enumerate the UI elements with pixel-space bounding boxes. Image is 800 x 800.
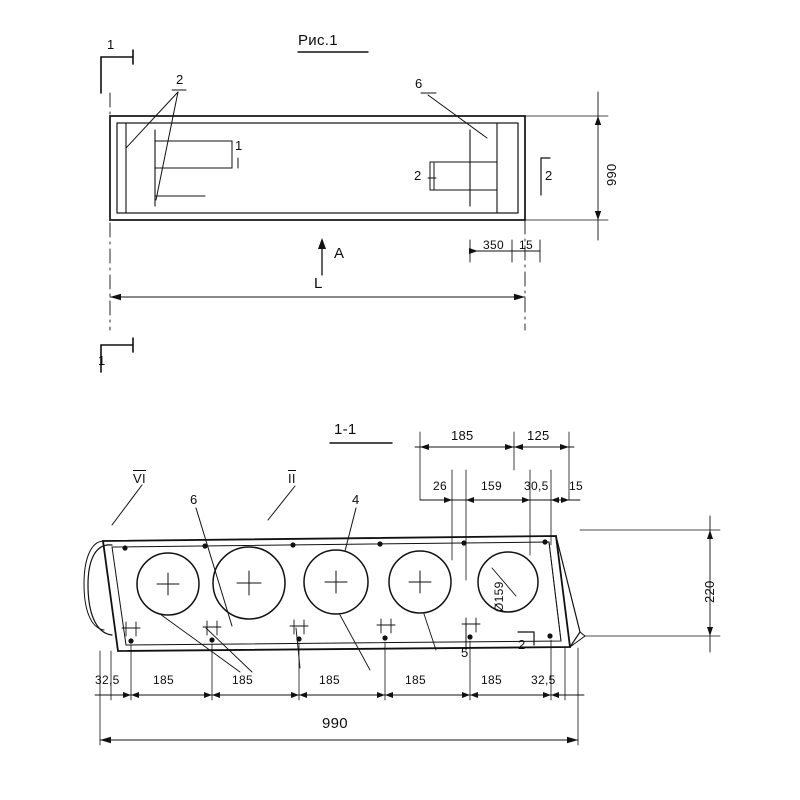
callout-VI: VI [133, 471, 146, 486]
callout-6-section: 6 [190, 492, 198, 507]
dimension-30-5: 30,5 [524, 479, 549, 493]
callout-2-top: 2 [176, 72, 184, 87]
dimension-total-990: 990 [322, 715, 348, 732]
section-mark-top-left: 1 [107, 37, 115, 52]
dimension-159: 159 [481, 479, 502, 493]
section-mark-bottom-left: 1 [98, 353, 106, 368]
callout-1-middle: 1 [235, 138, 243, 153]
callout-2-inner-left: 2 [414, 168, 422, 183]
dimension-bottom-6: 185 [481, 673, 502, 687]
page-title: Рис.1 [298, 32, 338, 49]
dimension-bottom-2: 185 [153, 673, 174, 687]
dimension-bottom-1: 32,5 [95, 673, 120, 687]
dimension-15-plan: 15 [519, 238, 533, 252]
dimension-15-section: 15 [569, 479, 583, 493]
dimension-185-top: 185 [451, 428, 474, 443]
callout-II: II [288, 471, 296, 486]
section-title: 1-1 [334, 421, 357, 438]
dimension-bottom-3: 185 [232, 673, 253, 687]
callout-2-inner-right: 2 [545, 168, 553, 183]
dimension-length-L: L [314, 275, 323, 292]
dimension-bottom-4: 185 [319, 673, 340, 687]
callout-6-top-right: 6 [415, 76, 423, 91]
dimension-bottom-5: 185 [405, 673, 426, 687]
view-arrow-label-a: A [334, 245, 345, 262]
dimension-26: 26 [433, 479, 447, 493]
callout-2-section: 2 [518, 637, 526, 652]
dimension-125: 125 [527, 428, 550, 443]
dimension-220: 220 [702, 580, 717, 603]
dimension-height-990: 990 [604, 163, 619, 186]
dimension-bottom-7: 32,5 [531, 673, 556, 687]
hole-diameter-label: Ø159 [492, 581, 506, 612]
callout-4: 4 [352, 492, 360, 507]
callout-5: 5 [461, 645, 469, 660]
dimension-350: 350 [483, 238, 504, 252]
